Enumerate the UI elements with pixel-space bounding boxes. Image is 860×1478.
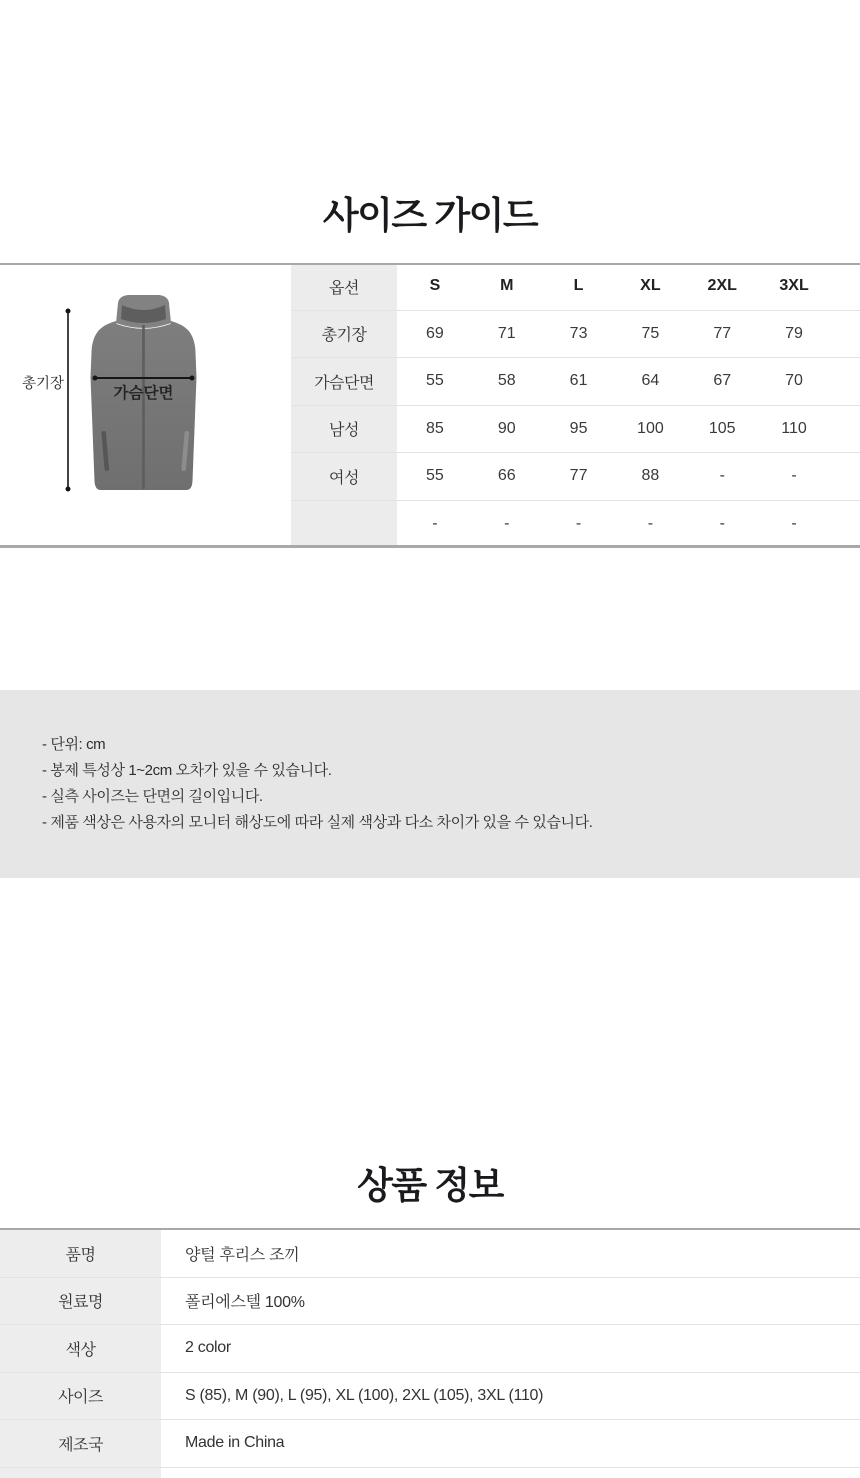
cell-value: 71 xyxy=(497,324,516,342)
row-label: 사이즈 xyxy=(0,1373,163,1420)
row-label: 원료명 xyxy=(0,1278,163,1325)
cell-value: 79 xyxy=(785,324,803,342)
size-table-top-border xyxy=(0,263,860,265)
size-table-header-l: L xyxy=(573,277,584,295)
product-row-cutoff xyxy=(0,1468,860,1478)
cell-value: 90 xyxy=(497,419,516,437)
cell-value: 85 xyxy=(426,419,444,437)
row-label: 여성 xyxy=(291,453,399,500)
cell-value: - xyxy=(647,515,654,533)
cell-value: - xyxy=(791,467,797,485)
row-value: 폴리에스텔 100% xyxy=(185,1294,305,1312)
row-label: 총기장 xyxy=(291,311,399,358)
size-guide-title: 사이즈 가이드 xyxy=(322,194,538,236)
cell-value: 77 xyxy=(713,324,732,342)
cell-value: 70 xyxy=(785,372,803,390)
size-table-header-row xyxy=(291,263,860,311)
cell-value: 69 xyxy=(426,324,444,342)
product-row-color xyxy=(0,1325,860,1373)
note-line: - 단위: cm xyxy=(42,736,106,753)
size-table-bottom-border xyxy=(0,545,860,548)
size-table-header-option: 옵션 xyxy=(291,263,399,310)
cell-value: 67 xyxy=(713,372,732,390)
cell-value: 58 xyxy=(497,372,516,390)
cell-value: 73 xyxy=(569,324,588,342)
size-table-row-women xyxy=(291,453,860,501)
product-row-origin xyxy=(0,1420,860,1468)
size-table-row-total-length xyxy=(291,311,860,359)
cell-value: - xyxy=(504,515,510,533)
row-label: 남성 xyxy=(291,406,399,453)
size-table-header-s: S xyxy=(429,277,441,295)
cell-value: 77 xyxy=(569,467,588,485)
row-label: 가슴단면 xyxy=(291,358,399,405)
product-row-size xyxy=(0,1373,860,1421)
note-line: - 실측 사이즈는 단면의 길이입니다. xyxy=(42,788,263,805)
cell-value: 105 xyxy=(708,419,736,437)
vest-zipper-illustration xyxy=(142,325,145,489)
size-table-header-2xl: 2XL xyxy=(707,277,737,295)
chest-measure-label: 가슴단면 xyxy=(113,385,174,402)
cell-value: 66 xyxy=(497,467,516,485)
cell-value: - xyxy=(719,467,725,485)
row-label xyxy=(0,1468,163,1478)
row-label: 제조국 xyxy=(0,1420,163,1467)
length-measure-label: 총기장 xyxy=(21,376,65,392)
cell-value: 95 xyxy=(569,419,588,437)
cell-value: - xyxy=(791,515,797,533)
size-table-header-3xl: 3XL xyxy=(779,277,809,295)
note-line: - 봉제 특성상 1~2cm 오차가 있을 수 있습니다. xyxy=(42,762,332,779)
size-notes-box xyxy=(0,690,860,878)
row-label xyxy=(291,501,399,549)
size-table-row-empty xyxy=(291,501,860,549)
vest-collar-illustration xyxy=(116,295,171,328)
cell-value: 55 xyxy=(426,467,444,485)
row-value: S (85), M (90), L (95), XL (100), 2XL (105), 3XL (110) xyxy=(185,1386,544,1404)
cell-value: 64 xyxy=(641,372,660,390)
cell-value: 88 xyxy=(641,467,660,485)
cell-value: 61 xyxy=(569,372,588,390)
row-value xyxy=(163,1468,860,1478)
cell-value: 110 xyxy=(781,419,807,437)
vest-measurement-diagram xyxy=(0,263,291,548)
row-label: 색상 xyxy=(0,1325,163,1372)
product-row-name xyxy=(0,1230,860,1278)
product-row-material xyxy=(0,1278,860,1326)
size-table xyxy=(291,263,860,548)
product-info-title: 상품 정보 xyxy=(357,1164,503,1206)
cell-value: - xyxy=(719,515,725,533)
size-table-row-chest xyxy=(291,358,860,406)
cell-value: 75 xyxy=(641,324,660,342)
product-info-table xyxy=(0,1228,860,1478)
row-value: 2 color xyxy=(185,1339,231,1357)
note-line: - 제품 색상은 사용자의 모니터 해상도에 따라 실제 색상과 다소 차이가 있을 수 있습니다. xyxy=(42,814,593,831)
length-measure-line xyxy=(66,309,71,492)
cell-value: - xyxy=(432,515,438,533)
size-table-header-xl: XL xyxy=(640,277,661,295)
row-value: 양털 후리스 조끼 xyxy=(185,1246,300,1264)
size-table-row-men xyxy=(291,406,860,454)
cell-value: - xyxy=(575,515,582,533)
row-label: 품명 xyxy=(0,1230,163,1277)
size-table-header-m: M xyxy=(500,277,514,295)
cell-value: 100 xyxy=(637,419,664,437)
row-value: Made in China xyxy=(185,1434,285,1452)
cell-value: 55 xyxy=(426,372,444,390)
